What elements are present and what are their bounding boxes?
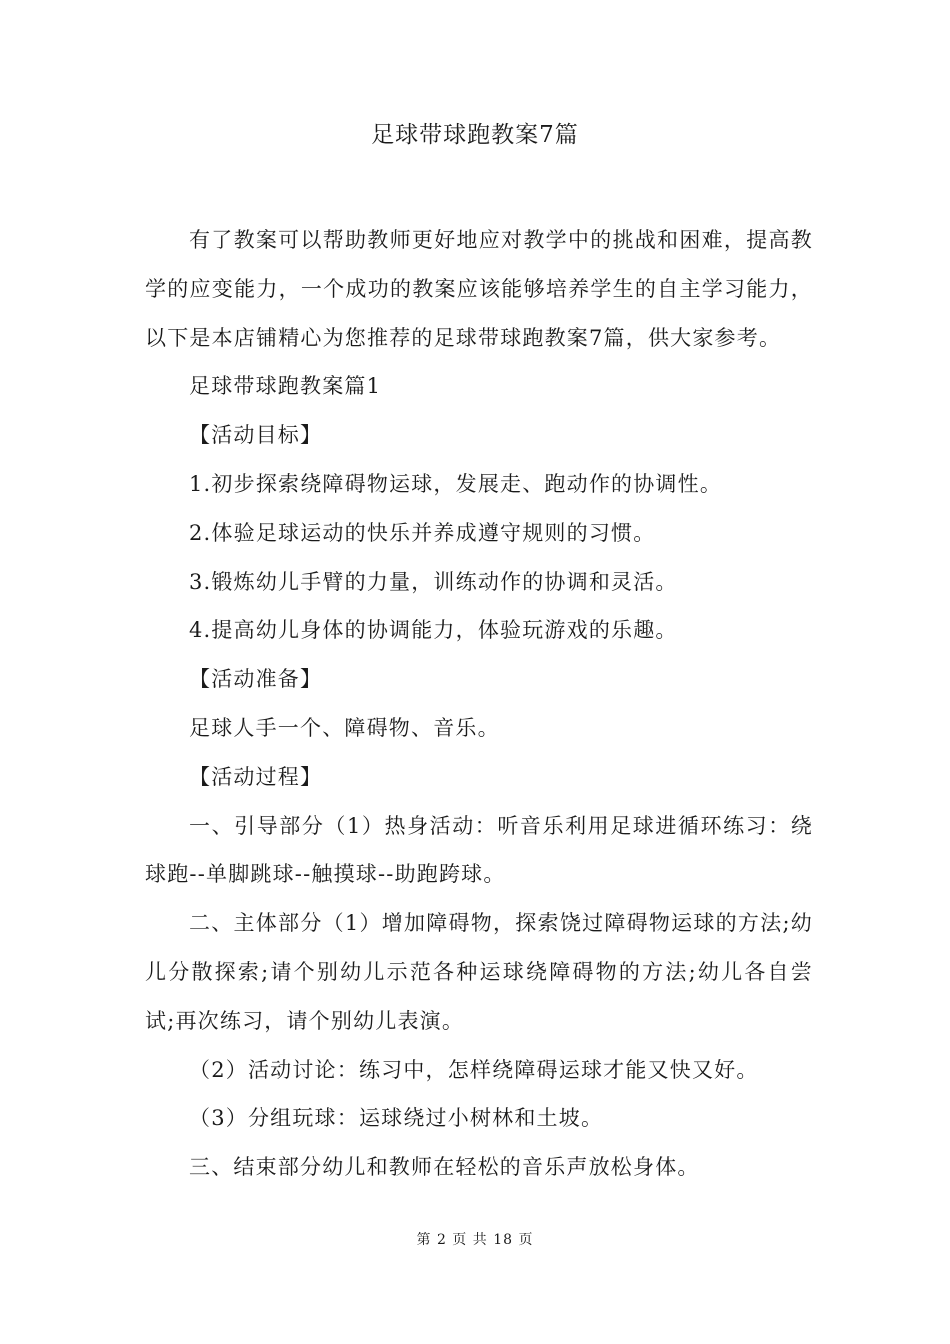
prep-paragraph: 足球人手一个、障碍物、音乐。 xyxy=(189,715,500,740)
document-body xyxy=(145,216,813,1192)
process-part-1: 一、引导部分（1）热身活动：听音乐利用足球进循环练习：绕球跑--单脚跳球--触摸球--助跑跨球。 xyxy=(145,813,813,887)
process-part-3: 三、结束部分幼儿和教师在轻松的音乐声放松身体。 xyxy=(189,1155,700,1180)
intro-paragraph: 有了教案可以帮助教师更好地应对教学中的挑战和困难，提高教学的应变能力，一个成功的教案应该能够培养学生的自主学习能力，以下是本店铺精心为您推荐的足球带球跑教案7篇，供大家参考。 xyxy=(145,228,813,350)
activity-process-heading: 【活动过程】 xyxy=(189,764,323,789)
activity-prep-heading: 【活动准备】 xyxy=(189,667,323,692)
goal-item-3: 3.锻炼幼儿手臂的力量，训练动作的协调和灵活。 xyxy=(189,569,678,594)
activity-goals-heading: 【活动目标】 xyxy=(189,423,323,448)
document-title: 足球带球跑教案7篇 xyxy=(371,122,579,148)
process-part-2-discussion: （2）活动讨论：练习中，怎样绕障碍运球才能又快又好。 xyxy=(189,1057,759,1082)
page-footer: 第 2 页 共 18 页 xyxy=(416,1232,534,1248)
goal-item-2: 2.体验足球运动的快乐并养成遵守规则的习惯。 xyxy=(189,520,656,545)
goal-item-1: 1.初步探索绕障碍物运球，发展走、跑动作的协调性。 xyxy=(189,471,723,496)
goal-item-4: 4.提高幼儿身体的协调能力，体验玩游戏的乐趣。 xyxy=(189,618,678,643)
section-heading: 足球带球跑教案篇1 xyxy=(189,374,382,399)
process-part-2: 二、主体部分（1）增加障碍物，探索饶过障碍物运球的方法;幼儿分散探索;请个别幼儿示范各种运球绕障碍物的方法;幼儿各自尝试;再次练习，请个别幼儿表演。 xyxy=(145,911,813,1033)
process-part-2-group-play: （3）分组玩球：运球绕过小树林和土坡。 xyxy=(189,1106,604,1131)
